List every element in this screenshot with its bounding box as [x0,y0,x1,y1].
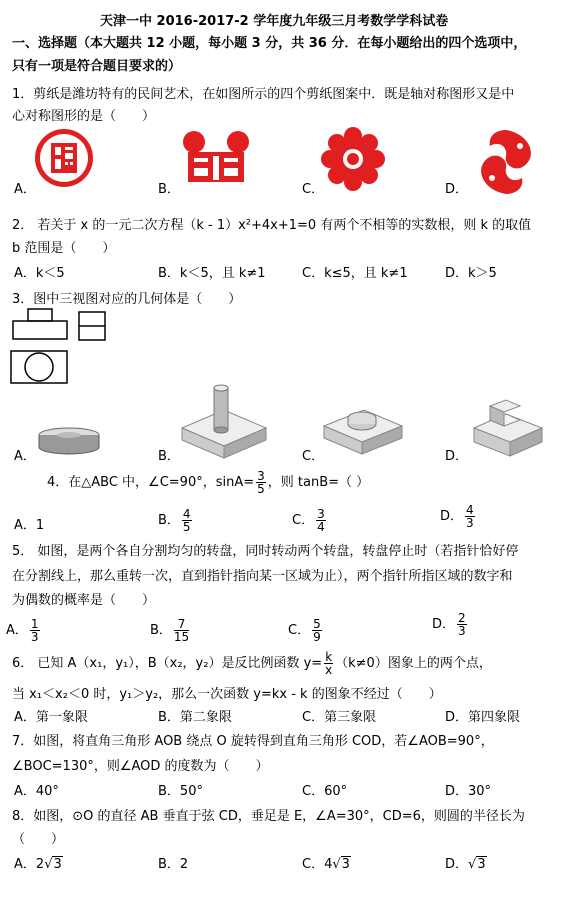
q5-text-cont2: 为偶数的概率是（ ） [12,593,156,608]
q8-option-c[interactable]: C．4√3 [302,857,350,872]
q7-text: 7．如图，将直角三角形 AOB 绕点 O 旋转得到直角三角形 COD，若∠AOB=90°， [12,734,494,749]
q8-option-d[interactable]: D．√3 [445,857,486,872]
q4-suffix: ，则 tanB=（ ） [267,475,370,490]
solid-d-image [470,398,546,460]
q1-option-b[interactable]: B． [158,182,180,197]
q2-option-a[interactable]: A．k＜5 [14,266,65,281]
q5-text: 5． 如图，是两个各自分割均匀的转盘，同时转动两个转盘，转盘停止时（若指针恰好停 [12,544,519,559]
q6-option-c[interactable]: C．第三象限 [302,710,377,725]
q3-option-c[interactable]: C． [302,449,325,464]
q5-option-c[interactable]: C． $\frac{5}{9}$ [288,617,321,644]
q3-text: 3．图中三视图对应的几何体是（ ） [12,292,242,307]
papercut-double-happiness-image [180,128,252,188]
q2-option-d[interactable]: D．k＞5 [445,266,497,281]
q4-option-b[interactable]: B． $\frac{4}{5}$ [158,507,191,534]
q6-option-b[interactable]: B．第二象限 [158,710,232,725]
q4-option-a[interactable]: A．1 [14,518,45,533]
q8-option-b[interactable]: B．2 [158,857,189,872]
q4-sin-fraction: $\frac{3}{5}$ [257,469,265,496]
q5-option-a[interactable]: A． $\frac{1}{3}$ [6,617,39,644]
q1-text: 1．剪纸是潍坊特有的民间艺术，在如图所示的四个剪纸图案中．既是轴对称图形又是中 [12,87,515,102]
q8-option-a[interactable]: A．2√3 [14,857,62,872]
q3-option-b[interactable]: B． [158,449,180,464]
q5-text-cont: 在分割线上，那么重转一次，直到指针指向某一区域为止），两个指针所指区域的数字和 [12,569,513,584]
q8-text-cont: （ ） [12,832,65,847]
q6-k-fraction: $\frac{k}{x}$ [325,650,333,677]
q1-text-cont: 心对称图形的是（ ） [12,109,156,124]
papercut-fish-image [470,126,542,198]
q7-option-c[interactable]: C．60° [302,784,348,799]
q8-text: 8．如图，⊙O 的直径 AB 垂直于弦 CD，垂足是 E，∠A=30°，CD=6，则圆的半径长为 [12,809,525,824]
q7-option-b[interactable]: B．50° [158,784,203,799]
q3-option-d[interactable]: D． [445,449,469,464]
top-view-diagram [10,350,68,384]
front-view-diagram [12,307,68,341]
q5-option-b[interactable]: B． $\frac{7}{15}$ [150,617,190,644]
q2-text-cont: b 范围是（ ） [12,241,116,256]
q4-option-c[interactable]: C． $\frac{3}{4}$ [292,507,325,534]
q3-option-a[interactable]: A． [14,449,36,464]
page-title: 天津一中 2016-2017-2 学年度九年级三月考数学学科试卷 [100,14,449,29]
q6-option-d[interactable]: D．第四象限 [445,710,521,725]
q4-option-d[interactable]: D． $\frac{4}{3}$ [440,503,474,530]
q6-option-a[interactable]: A．第一象限 [14,710,88,725]
q1-option-c[interactable]: C． [302,182,325,197]
side-view-diagram [78,311,106,341]
solid-c-image [320,404,406,458]
q6-text-cont: 当 x₁＜x₂＜0 时，y₁＞y₂，那么一次函数 y=kx - k 的图象不经过（ ） [12,687,442,702]
q2-text: 2． 若关于 x 的一元二次方程（k - 1）x²+4x+1=0 有两个不相等的实数根，则 k 的取值 [12,218,532,233]
q1-option-d[interactable]: D． [445,182,469,197]
papercut-fu-image [33,127,95,189]
q4-text [47,470,369,495]
q1-option-a[interactable]: A． [14,182,36,197]
q2-option-b[interactable]: B．k＜5，且 k≠1 [158,266,266,281]
q7-option-a[interactable]: A．40° [14,784,59,799]
q4-prefix: 4．在△ABC 中，∠C=90°，sinA= [47,475,255,490]
q5-option-d[interactable]: D． $\frac{2}{3}$ [432,611,466,638]
solid-b-image [178,380,270,460]
papercut-flower-image [320,126,386,192]
q7-option-d[interactable]: D．30° [445,784,492,799]
section-heading: 一、选择题（本大题共 12 小题，每小题 3 分，共 36 分．在每小题给出的四个选项中， [12,36,527,51]
section-heading-cont: 只有一项是符合题目要求的） [12,59,182,74]
q6-text: 6． 已知 A（x₁，y₁），B（x₂，y₂）是反比例函数 y= $\frac{k}{x}$ （k≠0）图象上的两个点， [12,650,492,677]
q7-text-cont: ∠BOC=130°，则∠AOD 的度数为（ ） [12,759,269,774]
q2-option-c[interactable]: C．k≤5，且 k≠1 [302,266,408,281]
solid-a-image [36,425,102,455]
